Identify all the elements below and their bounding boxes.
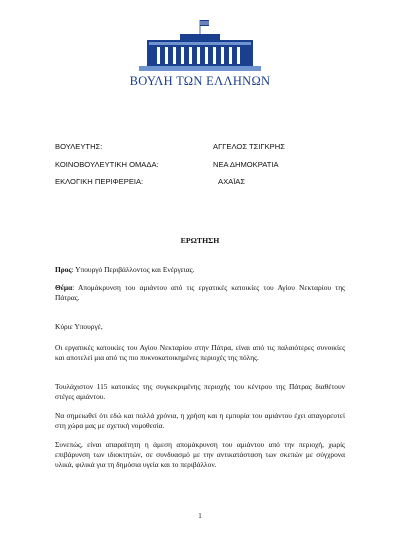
recipient-line	[55, 265, 345, 275]
meta-row-party	[55, 160, 279, 169]
meta-label: ΕΚΛΟΓΙΚΗ ΠΕΡΙΦΕΡΕΙΑ:	[55, 177, 144, 186]
meta-label: ΚΟΙΝΟΒΟΥΛΕΥΤΙΚΗ ΟΜΑΔΑ:	[55, 160, 159, 169]
meta-row-region	[55, 177, 246, 186]
meta-value: ΑΓΓΕΛΟΣ ΤΣΙΓΚΡΗΣ	[213, 142, 285, 151]
meta-value: ΝΕΑ ΔΗΜΟΚΡΑΤΙΑ	[213, 160, 279, 169]
subject-label: Θέμα	[55, 283, 73, 292]
meta-value: ΑΧΑΪΑΣ	[218, 177, 246, 186]
body-paragraph: Οι εργατικές κατοικίες του Αγίου Νεκταρίου στην Πάτρα, είναι από τις παλαιότερες συνοικίες και αποτελεί μια από τις πιο πυκνοκατοικημένες περιοχές της πόλης.	[55, 343, 345, 362]
meta-row-mp	[55, 142, 285, 151]
subject-text: : Απομάκρυνση του αμιάντου από τις εργατικές κατοικίες του Αγίου Νεκταρίου της Πάτρας.	[55, 283, 345, 302]
subject-line	[55, 283, 345, 303]
recipient-text: : Υπουργό Περιβάλλοντος και Ενέργειας.	[71, 265, 195, 274]
salutation: Κύριε Υπουργέ,	[55, 322, 103, 331]
document-heading: ΕΡΩΤΗΣΗ	[180, 236, 220, 245]
page-number: 1	[198, 512, 202, 520]
parliament-logo-text: ΒΟΥΛΗ ΤΩΝ ΕΛΛΗΝΩΝ	[129, 74, 271, 88]
meta-label: ΒΟΥΛΕΥΤΗΣ:	[55, 142, 103, 151]
body-paragraph: Συνεπώς, είναι απαραίτητη η άμεση απομάκρυνση του αμιάντου από την περιοχή, χωρίς επιβάρυνση των ιδιοκτητών, σε συνδυασμό με την αντικατάσταση των σκεπών με σύγχρονα υλικά, φιλικά για τη δημόσια υγεία και το περιβάλλον.	[55, 440, 345, 469]
recipient-label: Προς	[55, 265, 72, 274]
body-paragraph: Τουλάχιστον 115 κατοικίες της συγκεκριμένης περιοχής του κέντρου της Πάτρας διαθέτουν στέγες αμιάντου.	[55, 382, 345, 401]
body-paragraph: Να σημειωθεί ότι εδώ και πολλά χρόνια, η χρήση και η εμπορία του αμιάντου έχει απαγορευτεί στη χώρα μας με σχετική νομοθεσία.	[55, 411, 345, 430]
